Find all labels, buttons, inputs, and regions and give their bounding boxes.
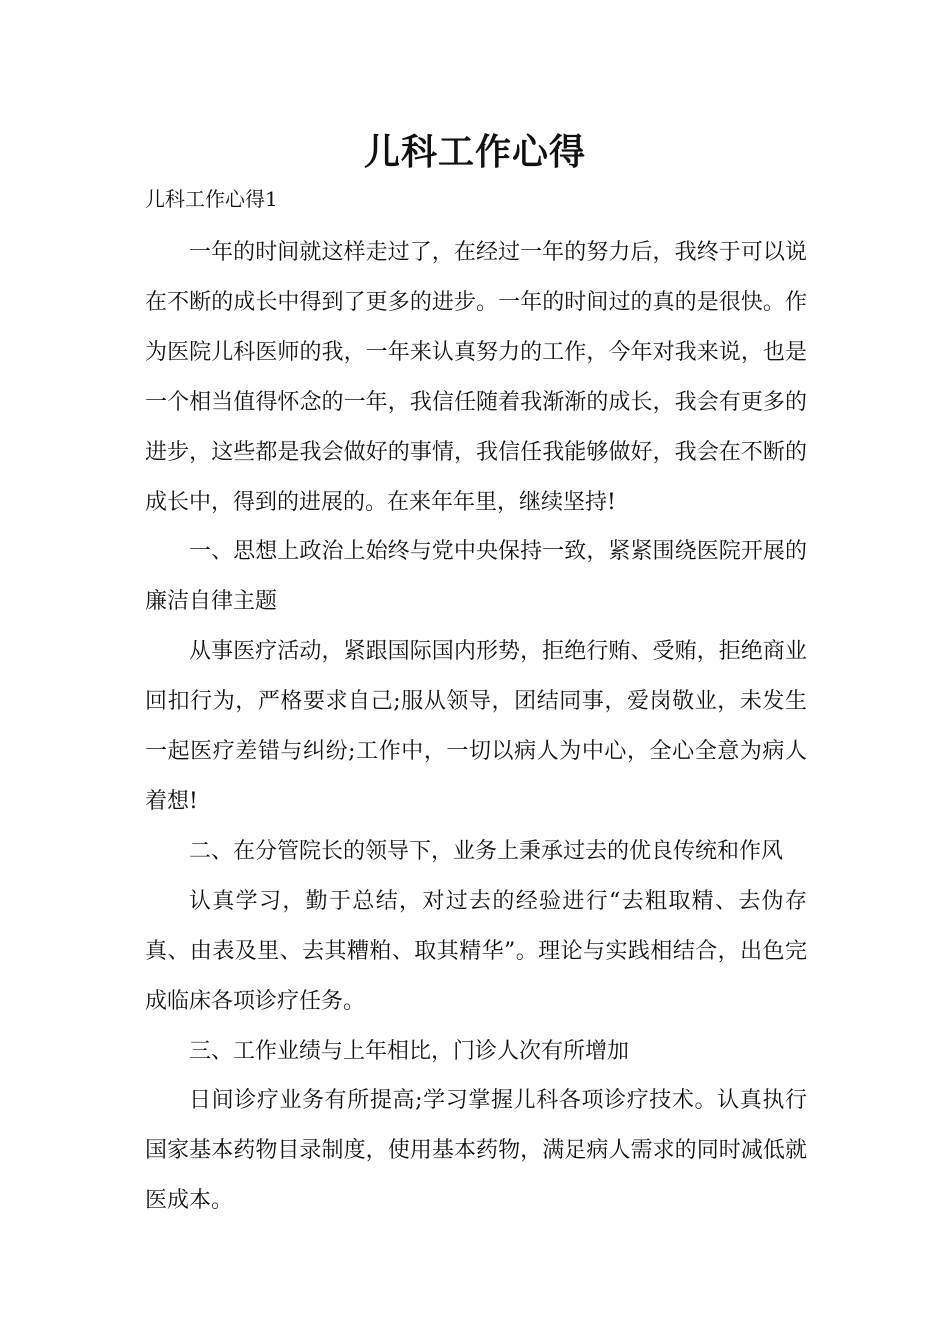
paragraph-section-2: 认真学习，勤于总结，对过去的经验进行“去粗取精、去伪存真、由表及里、去其糟粕、取其精华”。理论与实践相结合，出色完成临床各项诊疗任务。 — [145, 888, 807, 1014]
paragraph-section-3: 日间诊疗业务有所提高;学习掌握儿科各项诊疗技术。认真执行国家基本药物目录制度，使用基本药物，满足病人需求的同时减低就医成本。 — [145, 1088, 807, 1214]
document-subtitle: 儿科工作心得1 — [145, 187, 278, 211]
document-body — [145, 228, 807, 1226]
document-title: 儿科工作心得 — [363, 132, 586, 173]
paragraph-heading-1: 一、思想上政治上始终与党中央保持一致，紧紧围绕医院开展的廉洁自律主题 — [145, 539, 807, 615]
paragraph-heading-2: 二、在分管院长的领导下，业务上秉承过去的优良传统和作风 — [189, 838, 784, 864]
paragraph-section-1: 从事医疗活动，紧跟国际国内形势，拒绝行贿、受贿，拒绝商业回扣行为，严格要求自己;服从领导，团结同事，爱岗敬业，未发生一起医疗差错与纠纷;工作中，一切以病人为中心，全心全意为病人着想! — [145, 639, 807, 814]
paragraph-intro: 一年的时间就这样走过了，在经过一年的努力后，我终于可以说在不断的成长中得到了更多的进步。一年的时间过的真的是很快。作为医院儿科医师的我，一年来认真努力的工作，今年对我来说，也是一个相当值得怀念的一年，我信任随着我渐渐的成长，我会有更多的进步，这些都是我会做好的事情，我信任我能够做好，我会在不断的成长中，得到的进展的。在来年年里，继续坚持! — [145, 240, 807, 515]
paragraph-heading-3: 三、工作业绩与上年相比，门诊人次有所增加 — [189, 1038, 630, 1064]
